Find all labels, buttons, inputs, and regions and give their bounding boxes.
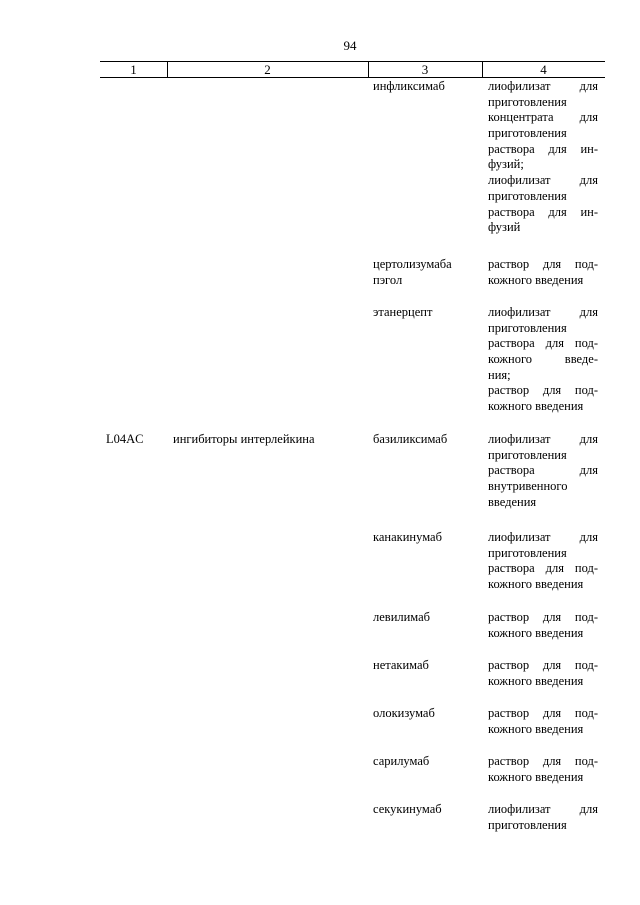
dosage-form-line: кожного введения: [488, 769, 584, 784]
drug-name: нетакимаб: [373, 658, 429, 672]
dosage-form-line: раствора для под-: [488, 336, 598, 351]
header-col-1: 1: [130, 62, 137, 77]
dosage-form-line: приготовления: [488, 320, 567, 335]
dosage-form-line: раствора для: [488, 463, 598, 478]
dosage-form-line: раствор для под-: [488, 658, 598, 672]
atc-code: L04AC: [106, 432, 144, 446]
page-number: 94: [343, 38, 357, 53]
dosage-form: [488, 79, 598, 236]
dosage-form-line: лиофилизат для: [488, 305, 598, 319]
dosage-form-line: ния;: [488, 367, 511, 382]
drug-name: базиликсимаб: [373, 432, 448, 446]
dosage-form-line: фузий;: [488, 157, 524, 172]
dosage-form-line: кожного введения: [488, 577, 584, 592]
drug-name: левилимаб: [373, 610, 431, 624]
dosage-form-line: приготовления: [488, 94, 567, 109]
dosage-form-line: раствора для ин-: [488, 204, 598, 219]
dosage-form-line: раствор для под-: [488, 383, 598, 398]
dosage-form-line: фузий: [488, 220, 521, 235]
dosage-form-line: кожного введения: [488, 721, 584, 736]
dosage-form-line: раствор для под-: [488, 257, 598, 271]
dosage-form: [488, 530, 598, 593]
header-col-4: 4: [540, 62, 547, 77]
dosage-form: [488, 706, 598, 737]
dosage-form: [488, 257, 598, 288]
dosage-form: [488, 305, 598, 415]
dosage-form-line: лиофилизат для: [488, 802, 598, 816]
dosage-form-line: раствора для под-: [488, 561, 598, 576]
header-col-3: 3: [421, 62, 429, 77]
dosage-form-line: приготовления: [488, 126, 567, 141]
dosage-form-line: приготовления: [488, 447, 567, 462]
dosage-form-line: приготовления: [488, 188, 567, 203]
table-header: [100, 61, 605, 78]
dosage-form: [488, 432, 598, 510]
dosage-form: [488, 658, 598, 689]
dosage-form-line: кожного введения: [488, 272, 584, 287]
dosage-form: [488, 610, 598, 641]
dosage-form-line: раствор для под-: [488, 754, 598, 768]
dosage-form-line: приготовления: [488, 817, 567, 832]
drug-name-line: пэгол: [373, 272, 403, 287]
dosage-form-line: кожного введения: [488, 399, 584, 414]
dosage-form-line: кожного введения: [488, 625, 584, 640]
dosage-form-line: приготовления: [488, 545, 567, 560]
header-divider: [368, 61, 369, 77]
dosage-form: [488, 754, 598, 785]
header-divider: [482, 61, 483, 77]
dosage-form-line: концентрата для: [488, 110, 598, 125]
drug-name: канакинумаб: [373, 530, 442, 544]
dosage-form-line: лиофилизат для: [488, 173, 598, 188]
header-divider: [167, 61, 168, 77]
drug-name-line: цертолизумаба: [373, 257, 452, 271]
drug-name: этанерцепт: [373, 305, 433, 319]
drug-name: олокизумаб: [373, 706, 435, 720]
drug-name: сарилумаб: [373, 754, 430, 768]
dosage-form-line: кожного введения: [488, 673, 584, 688]
dosage-form-line: раствор для под-: [488, 610, 598, 624]
dosage-form-line: введения: [488, 494, 537, 509]
drug-name: секукинумаб: [373, 802, 442, 816]
drug-name: инфликсимаб: [373, 79, 445, 93]
drug-name: [373, 257, 452, 288]
dosage-form-line: лиофилизат для: [488, 530, 598, 544]
pharmacological-group: ингибиторы интерлейкина: [173, 432, 315, 446]
dosage-form-line: лиофилизат для: [488, 79, 598, 93]
dosage-form-line: кожного введе-: [488, 352, 598, 367]
dosage-form-line: лиофилизат для: [488, 432, 598, 446]
dosage-form-line: внутривенного: [488, 479, 568, 494]
dosage-form-line: раствора для ин-: [488, 141, 598, 156]
header-col-2: 2: [264, 62, 271, 77]
dosage-form-line: раствор для под-: [488, 706, 598, 720]
dosage-form: [488, 802, 598, 833]
